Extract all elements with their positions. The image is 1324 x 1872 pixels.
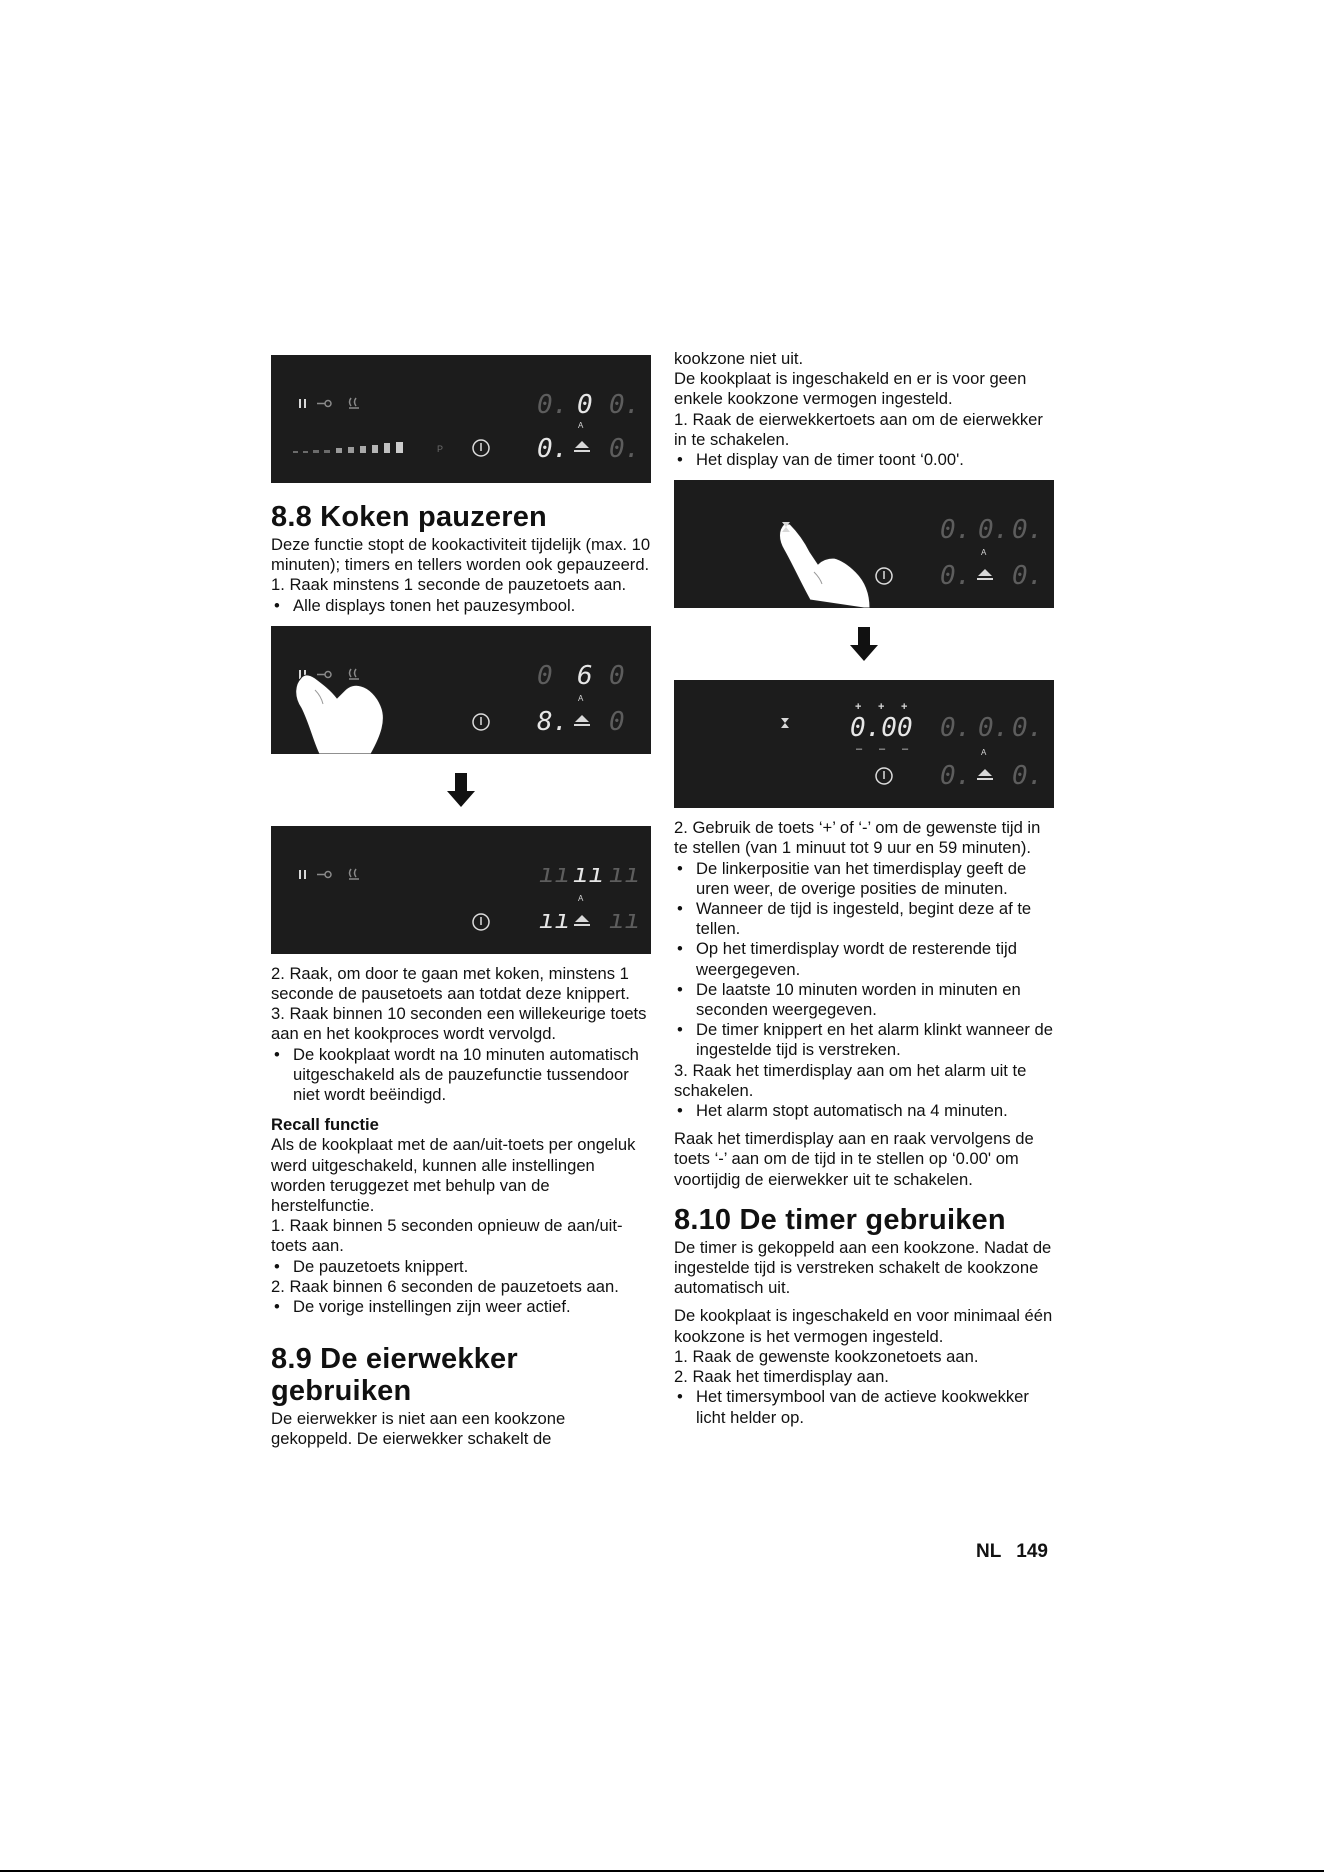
steam-icon (349, 669, 359, 679)
steam-icon (349, 869, 359, 879)
key-lock-icon (317, 401, 331, 407)
recall-step1: 1. Raak binnen 5 seconden opnieuw de aan/uit-toets aan. (271, 1216, 623, 1256)
auto-label: A (578, 421, 584, 430)
zone-display-bottom-right[interactable]: ıı (609, 904, 641, 935)
zone-display-bottom-right[interactable]: 0. (609, 434, 641, 464)
pause-icon (299, 399, 306, 408)
zone-display-top-middle[interactable]: 0. (978, 515, 1010, 546)
control-panel-paused (271, 826, 651, 954)
slider-p-label: P (437, 444, 444, 454)
timer-minus-tens[interactable]: – (879, 743, 886, 756)
zone-display-top-middle[interactable]: 6 (577, 660, 593, 691)
section-8-9-title: 8.9 De eierwekker gebruiken (271, 1343, 518, 1408)
control-panel-timer-set (674, 680, 1054, 808)
timer-display[interactable]: 0.00 (850, 713, 913, 744)
s89-condition: De kookplaat is ingeschakeld en er is voor geen enkele kookzone vermogen ingesteld. (674, 369, 1027, 409)
control-panel-pause-touch (271, 626, 651, 754)
zone-display-bottom-right[interactable]: 0 (609, 706, 625, 737)
down-arrow-icon (271, 764, 651, 816)
minute-minder-icon[interactable] (781, 718, 789, 728)
steam-icon (349, 398, 359, 408)
power-slider[interactable] (293, 442, 443, 454)
hood-icon[interactable] (574, 915, 590, 926)
hand-pointer-icon (296, 675, 384, 754)
power-button[interactable] (876, 568, 892, 584)
page-number: NL 149 (976, 1541, 1048, 1562)
hood-icon[interactable] (977, 769, 993, 780)
s810-step2: 2. Raak het timerdisplay aan. (674, 1367, 889, 1387)
zone-display-top-right[interactable]: 0. (609, 390, 641, 420)
auto-label: A (578, 893, 584, 903)
auto-label: A (981, 548, 987, 558)
power-button[interactable] (876, 768, 892, 784)
s810-intro: De timer is gekoppeld aan een kookzone. Nadat de ingestelde tijd is verstreken schakelt de kookzone automatisch uit. (674, 1237, 1052, 1298)
zone-display-top-middle[interactable]: 0. (978, 713, 1010, 744)
control-panel-overview (271, 355, 651, 483)
timer-minus-hours[interactable]: – (856, 743, 863, 756)
hood-icon[interactable] (574, 715, 590, 726)
power-button[interactable] (473, 714, 489, 730)
s89-bullet1: • Het display van de timer toont ‘0.00'. (674, 450, 1054, 470)
auto-label: A (981, 748, 987, 758)
zone-display-bottom-left[interactable]: 8. (537, 706, 569, 737)
s88-bullet1: • Alle displays tonen het pauzesymbool. (271, 596, 651, 616)
timer-plus-tens[interactable]: + (878, 701, 885, 714)
timer-minus-minutes[interactable]: – (902, 743, 909, 756)
recall-title: Recall functie (271, 1115, 379, 1135)
section-8-10-title: 8.10 De timer gebruiken (674, 1203, 1006, 1236)
left-column (271, 345, 651, 1450)
zone-display-bottom-right[interactable]: 0. (1012, 561, 1044, 592)
s89-bullet2: • De linkerpositie van het timerdisplay geeft de uren weer, de overige posities de minuten. (674, 859, 1054, 899)
s89-paragraph: Raak het timerdisplay aan en raak vervolgens de toets ‘-’ aan om de tijd in te stellen op ‘0.00' om voortijdig de eierwekker uit te schakelen. (674, 1129, 1034, 1189)
s89-bullet4: • Op het timerdisplay wordt de resterende tijd weergegeven. (674, 939, 1054, 979)
s89-step1: 1. Raak de eierwekkertoets aan om de eierwekker in te schakelen. (674, 409, 1043, 449)
zone-display-top-right[interactable]: 0 (609, 660, 625, 691)
s88-step2: 2. Raak, om door te gaan met koken, minstens 1 seconde de pausetoets aan totdat deze knippert. (271, 963, 630, 1004)
zone-display-top-right[interactable]: ıı (609, 858, 641, 889)
zone-display-top-middle[interactable]: 0 (577, 390, 593, 420)
s810-step1: 1. Raak de gewenste kookzonetoets aan. (674, 1346, 979, 1366)
section-8-8-title: 8.8 Koken pauzeren (271, 501, 547, 533)
recall-step2: 2. Raak binnen 6 seconden de pauzetoets aan. (271, 1276, 619, 1296)
recall-bullet1: • De pauzetoets knippert. (271, 1257, 651, 1277)
zone-display-bottom-right[interactable]: 0. (1012, 761, 1044, 792)
s89-bullet3: • Wanneer de tijd is ingesteld, begint deze af te tellen. (674, 899, 1054, 939)
hood-icon[interactable] (574, 441, 590, 452)
key-lock-icon (317, 871, 331, 877)
s89-step3: 3. Raak het timerdisplay aan om het alarm uit te schakelen. (674, 1060, 1027, 1100)
s88-bullet2: • De kookplaat wordt na 10 minuten automatisch uitgeschakeld als de pauzefunctie tussendoor niet wordt beëindigd. (271, 1045, 651, 1106)
auto-label: A (578, 693, 584, 703)
zone-display-top-right[interactable]: 0. (1012, 713, 1044, 744)
s89-bullet5: • De laatste 10 minuten worden in minuten en seconden weergegeven. (674, 980, 1054, 1020)
power-button[interactable] (473, 440, 489, 456)
zone-display-top-left[interactable]: ıı (539, 858, 571, 889)
timer-plus-minutes[interactable]: + (901, 701, 908, 714)
hand-pointer-icon (780, 524, 871, 608)
right-column (674, 349, 1054, 1428)
zone-display-bottom-left[interactable]: 0. (940, 561, 972, 592)
recall-intro: Als de kookplaat met de aan/uit-toets per ongeluk werd uitgeschakeld, kunnen alle instellingen worden teruggezet met behulp van de herstelfunctie. (271, 1135, 636, 1216)
recall-bullet2: • De vorige instellingen zijn weer actief. (271, 1297, 651, 1317)
hood-icon[interactable] (977, 569, 993, 580)
s89-intro: De eierwekker is niet aan een kookzone gekoppeld. De eierwekker schakelt de (271, 1409, 566, 1449)
zone-display-bottom-left[interactable]: 0. (940, 761, 972, 792)
zone-display-bottom-left[interactable]: 0. (537, 434, 569, 464)
zone-display-top-left[interactable]: 0. (537, 390, 569, 420)
zone-display-top-middle[interactable]: ıı (573, 858, 605, 889)
s89-step2: 2. Gebruik de toets ‘+’ of ‘-’ om de gewenste tijd in te stellen (van 1 minuut tot 9 uur en 59 minuten). (674, 818, 1041, 858)
zone-display-top-left[interactable]: 0. (940, 515, 972, 546)
control-panel-minute-minder-touch (674, 480, 1054, 608)
power-button[interactable] (473, 914, 489, 930)
zone-display-top-left[interactable]: 0. (940, 713, 972, 744)
timer-plus-hours[interactable]: + (855, 701, 862, 714)
s810-paragraph: De kookplaat is ingeschakeld en voor minimaal één kookzone is het vermogen ingesteld. (674, 1306, 1053, 1346)
s88-step1: 1. Raak minstens 1 seconde de pauzetoets aan. (271, 575, 627, 595)
s89-bullet7: • Het alarm stopt automatisch na 4 minuten. (674, 1101, 1054, 1121)
s88-step3: 3. Raak binnen 10 seconden een willekeurige toets aan en het kookproces wordt vervolgd. (271, 1004, 647, 1044)
key-lock-icon (317, 671, 331, 677)
s810-bullet1: • Het timersymbool van de actieve kookwekker licht helder op. (674, 1387, 1054, 1427)
zone-display-top-right[interactable]: 0. (1012, 515, 1044, 546)
zone-display-bottom-left[interactable]: ıı (539, 904, 571, 935)
s89-continued: kookzone niet uit. (674, 349, 804, 368)
s88-intro: Deze functie stopt de kookactiviteit tijdelijk (max. 10 minuten); timers en tellers worden ook gepauzeerd. (271, 535, 651, 575)
pause-icon[interactable] (299, 870, 306, 879)
down-arrow-icon (674, 618, 1054, 670)
s89-bullet6: • De timer knippert en het alarm klinkt wanneer de ingestelde tijd is verstreken. (674, 1020, 1054, 1060)
zone-display-top-left[interactable]: 0 (537, 660, 553, 691)
